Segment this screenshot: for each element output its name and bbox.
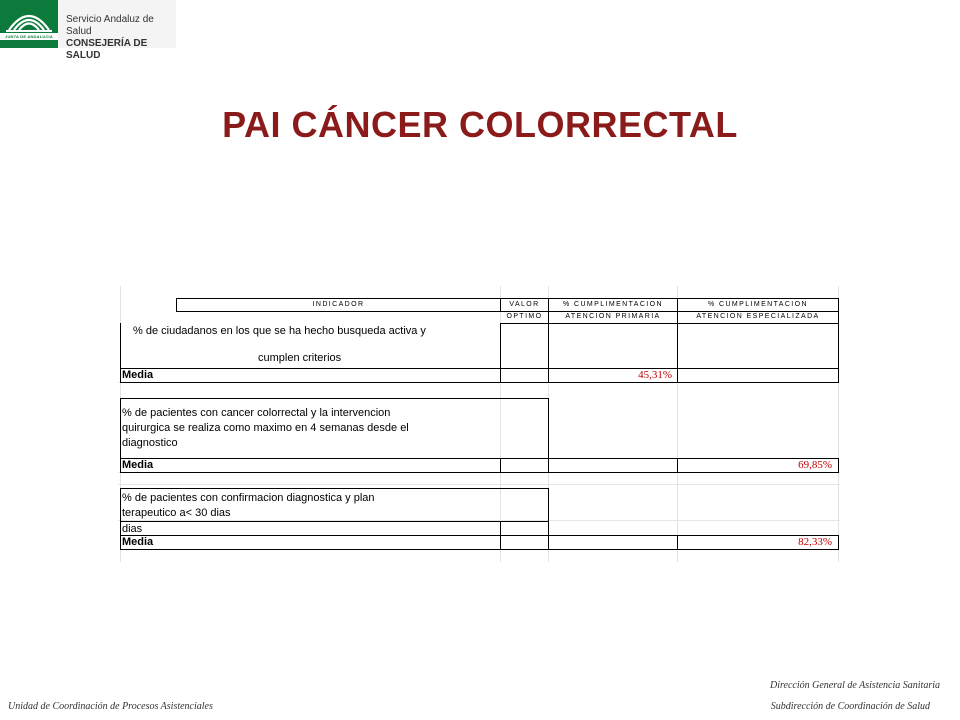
indicator-1-value-ap: 45,31% [638, 369, 672, 381]
indicator-1-text-line-1: % de ciudadanos en los que se ha hecho busqueda activa y [133, 325, 426, 337]
header-indicador: INDICADOR [312, 301, 365, 308]
indicator-2-value-ae: 69,85% [798, 459, 832, 471]
header-cumplimentacion-ap: % CUMPLIMENTACION [563, 301, 663, 308]
page-title: PAI CÁNCER COLORRECTAL [222, 104, 738, 145]
indicator-1-text-line-2: cumplen criterios [258, 352, 342, 364]
indicator-table [118, 286, 840, 562]
logo [0, 0, 176, 61]
indicator-3-text: % de pacientes con confirmacion diagnostica y plan terapeutico a< 30 dias [122, 492, 375, 519]
header-atencion-primaria: ATENCION PRIMARIA [565, 313, 661, 320]
footer-right-line-1: Dirección General de Asistencia Sanitaria [770, 680, 940, 691]
indicator-3-text-line-3: dias [122, 523, 143, 535]
junta-de-andalucia-emblem-icon: JUNTA DE ANDALUCIA [0, 0, 58, 48]
footer-left: Unidad de Coordinación de Procesos Asistenciales [8, 701, 213, 712]
header-cumplimentacion-ae: % CUMPLIMENTACION [708, 301, 808, 308]
header-optimo: OPTIMO [506, 313, 543, 320]
logo-line-2: CONSEJERÍA DE SALUD [66, 38, 148, 61]
indicator-2-text: % de pacientes con cancer colorrectal y la intervencion quirurgica se realiza como maximo en 4 semanas desde el diagnostico [122, 407, 409, 449]
header-atencion-especializada: ATENCION ESPECIALIZADA [696, 313, 820, 320]
indicator-2-media-label: Media [122, 459, 154, 471]
header-valor: VALOR [509, 301, 540, 308]
logo-line-1: Servicio Andaluz de Salud [66, 14, 154, 37]
indicator-3-value-ae: 82,33% [798, 536, 832, 548]
indicator-3-media-label: Media [122, 536, 154, 548]
indicator-1-media-label: Media [122, 369, 154, 381]
footer-right-line-2: Subdirección de Coordinación de Salud [770, 701, 930, 712]
